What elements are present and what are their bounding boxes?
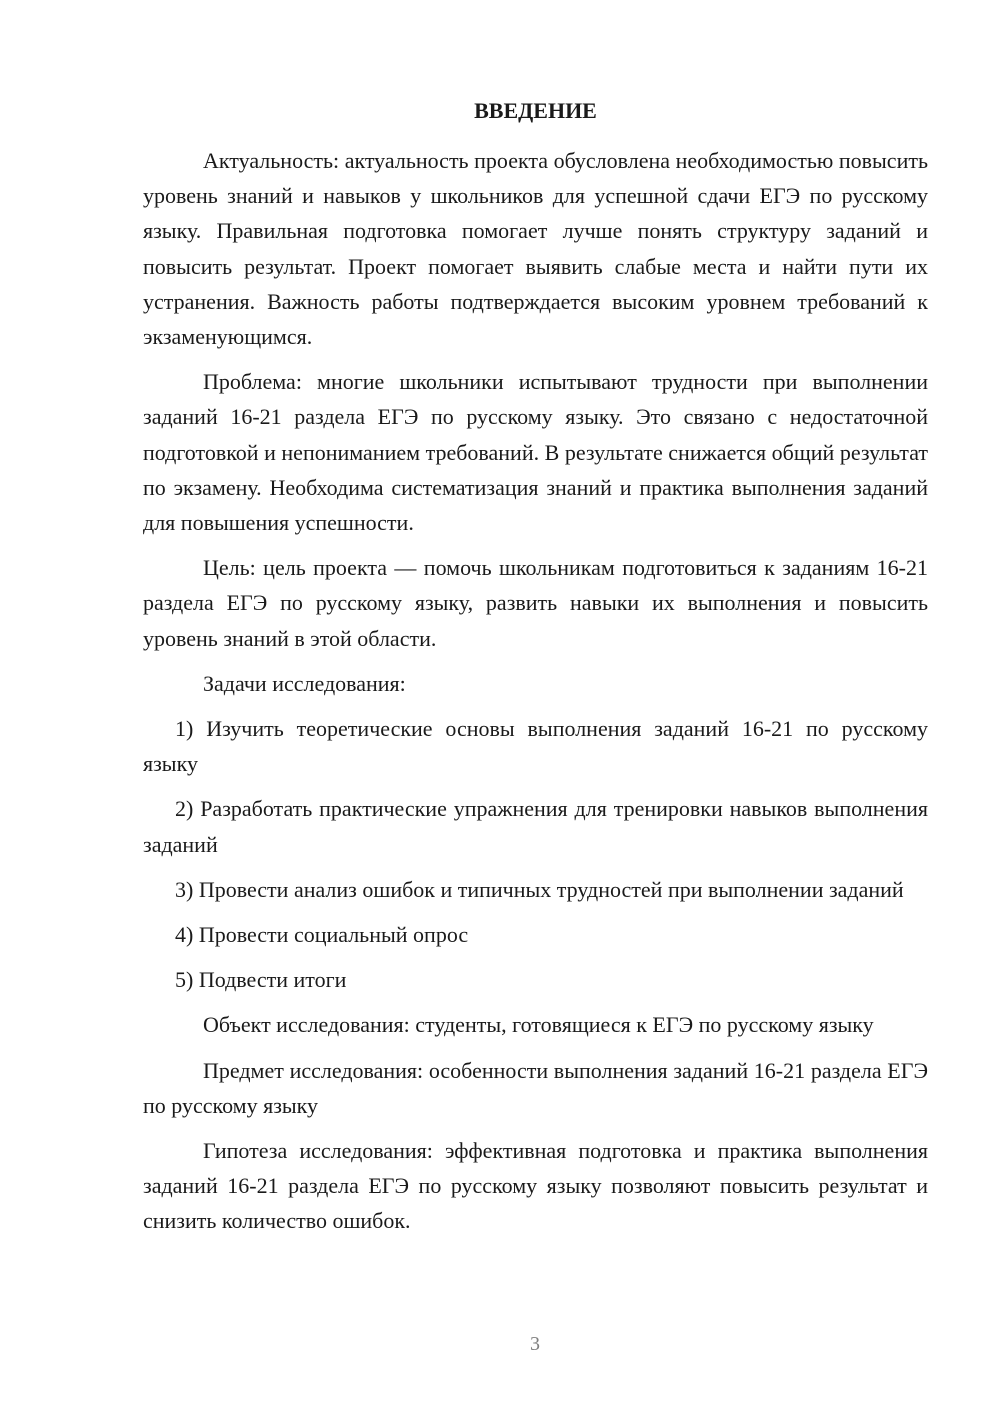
subject-paragraph: Предмет исследования: особенности выполнения заданий 16-21 раздела ЕГЭ по русскому языку [143,1057,928,1118]
task-item-4: 4) Провести социальный опрос [175,922,469,948]
problem-paragraph: Проблема: многие школьники испытывают трудности при выполнении заданий 16-21 раздела ЕГЭ по русскому языку. Это связано с недостаточной подготовкой и непониманием требований. В результате снижается общий результат по экзамену. Необходима систематизация знаний и практика выполнения заданий для повышения успешности. [143,369,928,536]
task-item-1: 1) Изучить теоретические основы выполнения заданий 16-21 по русскому языку [143,716,928,777]
task-item-5: 5) Подвести итоги [175,967,347,993]
page-number: 3 [530,1333,540,1355]
object-paragraph: Объект исследования: студенты, готовящиеся к ЕГЭ по русскому языку [203,1012,874,1038]
goal-paragraph: Цель: цель проекта — помочь школьникам подготовиться к заданиям 16-21 раздела ЕГЭ по русскому языку, развить навыки их выполнения и повысить уровень знаний в этой области. [143,555,928,651]
hypothesis-paragraph: Гипотеза исследования: эффективная подготовка и практика выполнения заданий 16-21 раздела ЕГЭ по русскому языку позволяют повысить результат и снизить количество ошибок. [143,1138,928,1234]
task-item-2: 2) Разработать практические упражнения для тренировки навыков выполнения заданий [143,796,928,857]
section-heading: ВВЕДЕНИЕ [474,98,597,123]
tasks-intro-paragraph: Задачи исследования: [203,670,406,696]
page-content [143,94,928,1249]
task-item-3: 3) Провести анализ ошибок и типичных трудностей при выполнении заданий [175,876,904,902]
relevance-paragraph: Актуальность: актуальность проекта обусловлена необходимостью повысить уровень знаний и навыков у школьников для успешной сдачи ЕГЭ по русскому языку. Правильная подготовка помогает лучше понять структуру заданий и повысить результат. Проект помогает выявить слабые места и найти пути их устранения. Важность работы подтверждается высоким уровнем требований к экзаменующимся. [143,148,928,350]
